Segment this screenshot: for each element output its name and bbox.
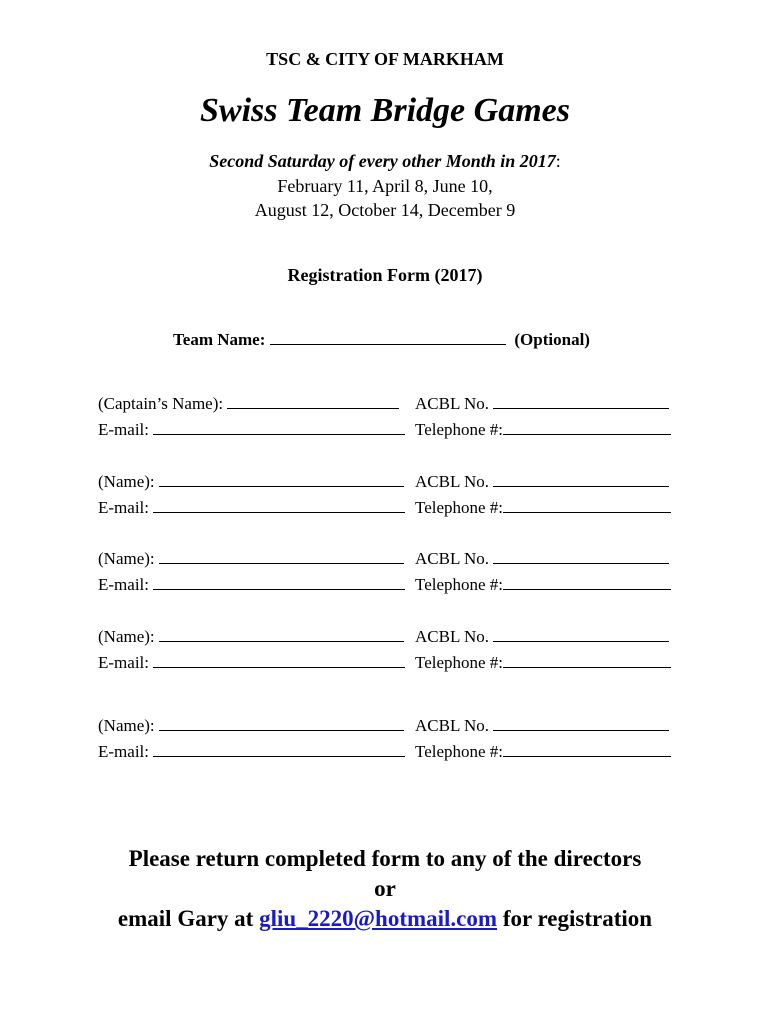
email-suffix-text: for registration	[497, 906, 653, 931]
member-row	[98, 715, 678, 737]
acbl-number-label: ACBL No.	[415, 549, 489, 568]
captain-name-label: (Captain’s Name):	[98, 394, 224, 413]
member-row	[98, 419, 678, 441]
email-label: E-mail:	[98, 653, 149, 672]
return-instructions-or: or	[374, 876, 396, 901]
email-prefix-text: email Gary at	[117, 906, 260, 931]
name-field[interactable]	[159, 715, 404, 731]
member-row	[98, 741, 678, 763]
schedule-colon: :	[555, 151, 561, 171]
team-name-row	[173, 330, 590, 350]
telephone-label: Telephone #:	[415, 498, 504, 517]
email-label: E-mail:	[98, 420, 149, 439]
member-row	[98, 471, 678, 493]
team-name-field[interactable]	[270, 330, 506, 345]
member-row	[98, 626, 678, 648]
schedule-heading	[0, 151, 770, 172]
telephone-field[interactable]	[503, 419, 671, 435]
acbl-number-field[interactable]	[493, 393, 669, 409]
telephone-field[interactable]	[503, 652, 671, 668]
acbl-number-label: ACBL No.	[415, 627, 489, 646]
email-field[interactable]	[153, 497, 405, 513]
email-field[interactable]	[153, 574, 405, 590]
form-title: Registration Form (2017)	[287, 265, 483, 285]
telephone-label: Telephone #:	[415, 653, 504, 672]
name-label: (Name):	[98, 716, 155, 735]
email-field[interactable]	[153, 652, 405, 668]
member-row	[98, 652, 678, 674]
game-dates-line-2: August 12, October 14, December 9	[254, 200, 516, 220]
name-label: (Name):	[98, 627, 155, 646]
name-field[interactable]	[159, 626, 404, 642]
telephone-field[interactable]	[503, 497, 671, 513]
return-instructions-line-1: Please return completed form to any of the directors	[128, 846, 642, 871]
telephone-label: Telephone #:	[415, 420, 504, 439]
telephone-label: Telephone #:	[415, 742, 504, 761]
acbl-number-field[interactable]	[493, 471, 669, 487]
email-field[interactable]	[153, 741, 405, 757]
email-label: E-mail:	[98, 575, 149, 594]
name-field[interactable]	[159, 471, 404, 487]
game-dates-line-1: February 11, April 8, June 10,	[277, 176, 493, 196]
email-field[interactable]	[153, 419, 405, 435]
schedule-lead: Second Saturday of every other Month in 2017	[209, 151, 556, 171]
telephone-label: Telephone #:	[415, 575, 504, 594]
name-field[interactable]	[159, 548, 404, 564]
member-row	[98, 393, 678, 415]
acbl-number-field[interactable]	[493, 715, 669, 731]
organization-heading: TSC & CITY OF MARKHAM	[266, 49, 504, 69]
email-label: E-mail:	[98, 498, 149, 517]
member-row	[98, 548, 678, 570]
acbl-number-label: ACBL No.	[415, 716, 489, 735]
captain-name-field[interactable]	[227, 393, 399, 409]
name-label: (Name):	[98, 472, 155, 491]
page-title: Swiss Team Bridge Games	[200, 92, 570, 129]
acbl-number-label: ACBL No.	[415, 472, 489, 491]
member-row	[98, 574, 678, 596]
member-row	[98, 497, 678, 519]
return-instructions	[0, 844, 770, 934]
email-label: E-mail:	[98, 742, 149, 761]
acbl-number-field[interactable]	[493, 626, 669, 642]
acbl-number-field[interactable]	[493, 548, 669, 564]
return-instructions-line-3	[0, 904, 770, 934]
email-link[interactable]: gliu_2220@hotmail.com	[259, 906, 498, 931]
name-label: (Name):	[98, 549, 155, 568]
acbl-number-label: ACBL No.	[415, 394, 489, 413]
telephone-field[interactable]	[503, 574, 671, 590]
team-name-optional-note: (Optional)	[514, 330, 590, 349]
telephone-field[interactable]	[503, 741, 671, 757]
team-name-label: Team Name:	[173, 330, 266, 349]
